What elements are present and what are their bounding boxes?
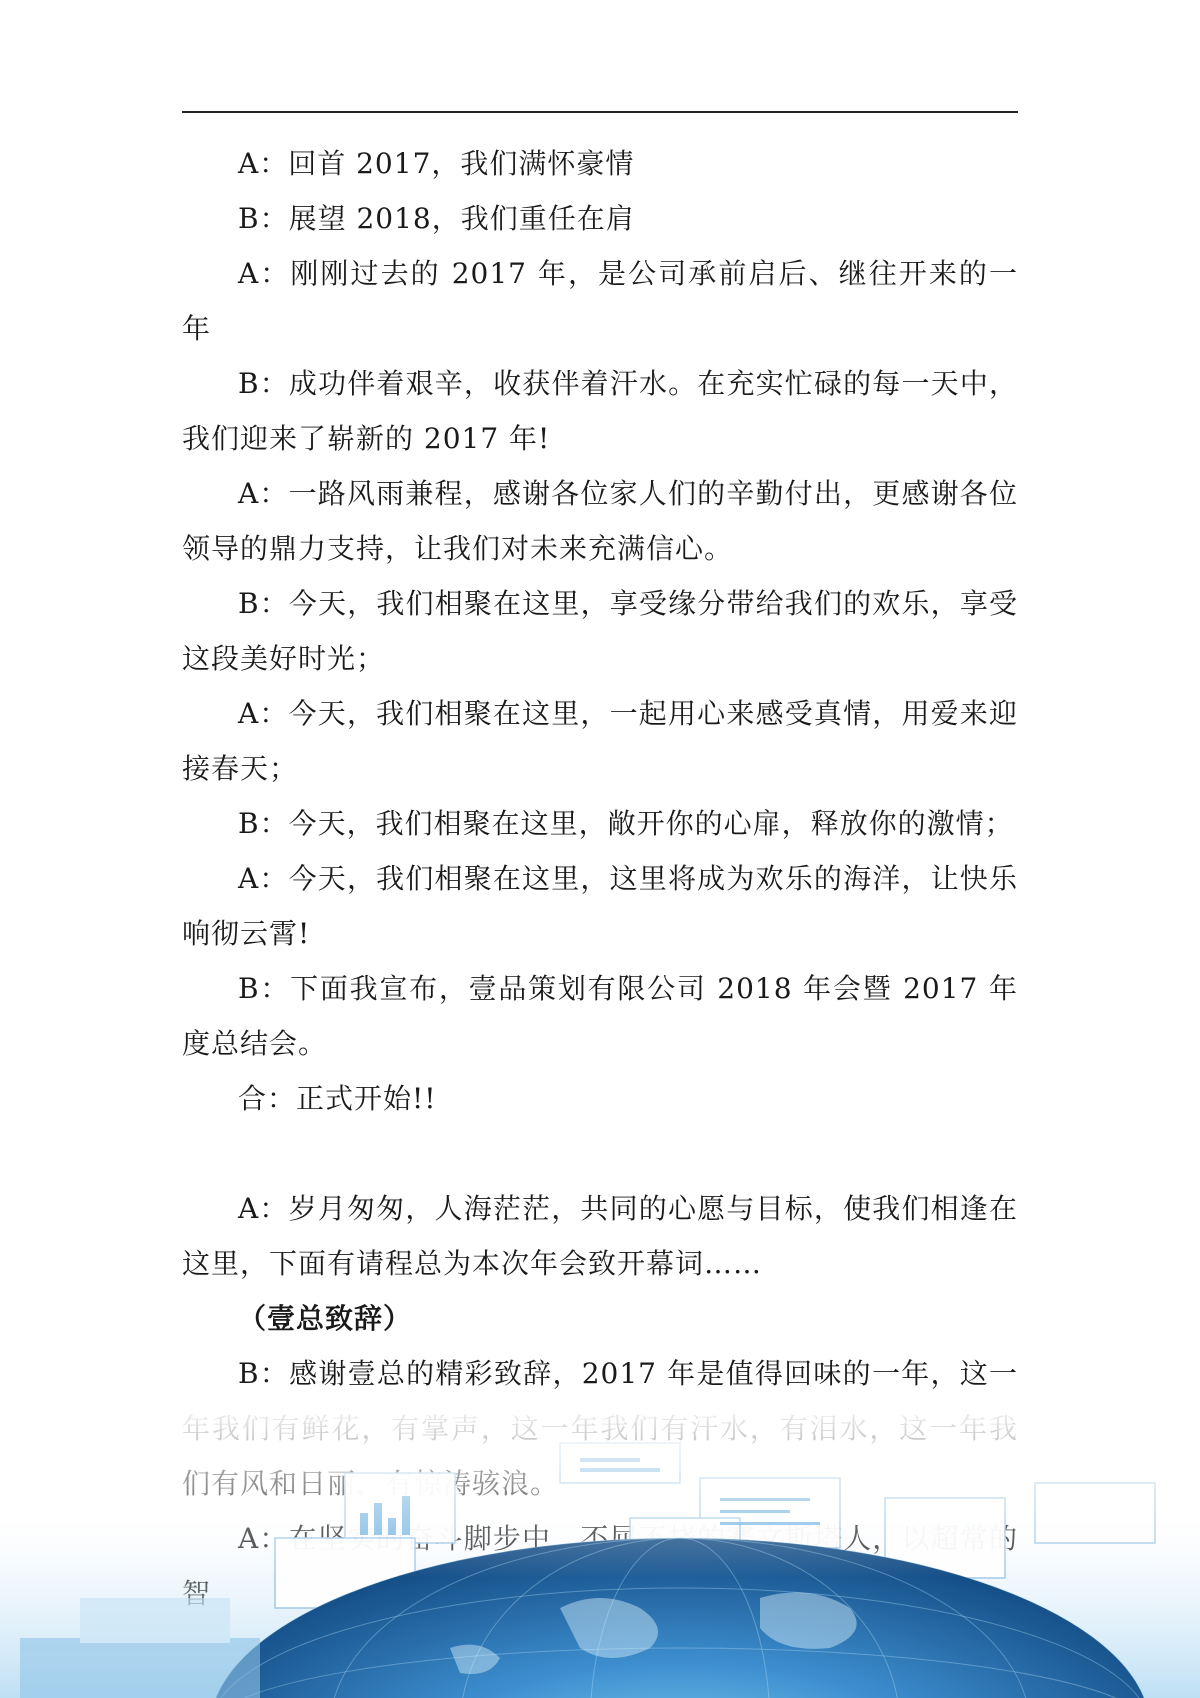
paragraph-2: B：展望 2018，我们重任在肩 bbox=[238, 202, 635, 235]
tech-globe-banner-image bbox=[0, 1398, 1200, 1698]
paragraph-13-speech-note: （壹总致辞） bbox=[238, 1302, 413, 1335]
header-rule bbox=[182, 111, 1018, 113]
paragraph-8: B：今天，我们相聚在这里，敞开你的心扉，释放你的激情； bbox=[238, 807, 1014, 840]
paragraph-10: B：下面我宣布，壹品策划有限公司 2018 年会暨 2017 年度总结会。 bbox=[182, 972, 1018, 1060]
paragraph-1: A：回首 2017，我们满怀豪情 bbox=[238, 147, 635, 180]
paragraph-14: B：感谢壹总的精彩致辞，2017 年是值得回味的一年，这一 bbox=[238, 1357, 1018, 1390]
paragraph-3: A：刚刚过去的 2017 年，是公司承前启后、继往开来的一年 bbox=[182, 257, 1018, 345]
paragraph-5: A：一路风雨兼程，感谢各位家人们的辛勤付出，更感谢各位领导的鼎力支持，让我们对未来充满信心。 bbox=[182, 477, 1018, 565]
paragraph-11: 合：正式开始!! bbox=[238, 1082, 437, 1115]
paragraph-12: A：岁月匆匆，人海茫茫，共同的心愿与目标，使我们相逢在这里，下面有请程总为本次年会致开幕词…… bbox=[182, 1192, 1018, 1280]
paragraph-4: B：成功伴着艰辛，收获伴着汗水。在充实忙碌的每一天中，我们迎来了崭新的 2017 年! bbox=[182, 367, 1018, 455]
paragraph-9: A：今天，我们相聚在这里，这里将成为欢乐的海洋，让快乐响彻云霄! bbox=[182, 862, 1018, 950]
paragraph-6: B：今天，我们相聚在这里，享受缘分带给我们的欢乐，享受这段美好时光； bbox=[182, 587, 1018, 675]
paragraph-7: A：今天，我们相聚在这里，一起用心来感受真情，用爱来迎接春天； bbox=[182, 697, 1018, 785]
